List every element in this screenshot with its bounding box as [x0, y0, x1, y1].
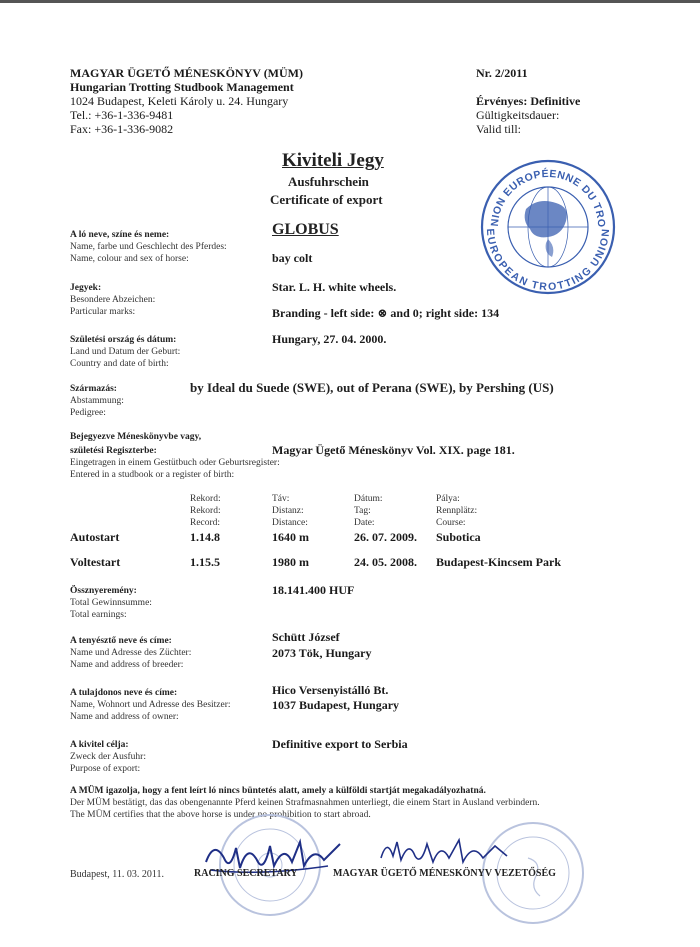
- horse-name: GLOBUS: [272, 221, 339, 238]
- valid-de: Gültigkeitsdauer:: [476, 108, 560, 122]
- title-hu: Kiviteli Jegy: [282, 150, 384, 171]
- etu-stamp: [478, 157, 618, 297]
- records-header-record: Rekord: Rekord: Record:: [190, 494, 221, 528]
- title-de: Ausfuhrschein: [288, 174, 369, 189]
- horse-label-de: Name, farbe und Geschlecht des Pferdes:: [70, 242, 227, 252]
- earnings-value: 18.141.400 HUF: [272, 583, 355, 597]
- pedigree-label-hu: Származás:: [70, 384, 117, 394]
- certificate-number: Nr. 2/2011: [476, 66, 528, 80]
- record-row-record: 1.15.5: [190, 555, 220, 569]
- owner-address: 1037 Budapest, Hungary: [272, 698, 400, 712]
- org-name-en: Hungarian Trotting Studbook Management: [70, 80, 294, 94]
- stamp-text-top: NION EUROPÉENNE DU TRO: [488, 167, 608, 228]
- statement-en: The MÜM certifies that the above horse is under no prohibition to start abroad.: [70, 810, 371, 820]
- purpose-value: Definitive export to Serbia: [272, 737, 408, 751]
- record-row-distance: 1980 m: [272, 555, 309, 569]
- pedigree-value: by Ideal du Suede (SWE), out of Perana (SWE), by Pershing (US): [190, 380, 554, 395]
- marks-value-1: Star. L. H. white wheels.: [272, 280, 397, 294]
- record-row-date: 24. 05. 2008.: [354, 555, 417, 569]
- pedigree-label-en: Pedigree:: [70, 408, 106, 418]
- record-row-distance: 1640 m: [272, 530, 309, 544]
- record-row-course: Subotica: [436, 530, 481, 544]
- register-value: Magyar Ügető Méneskönyv Vol. XIX. page 181.: [272, 443, 515, 457]
- pedigree-label-de: Abstammung:: [70, 396, 124, 406]
- record-row-type: Autostart: [70, 530, 120, 544]
- secretary-title: RACING SECRETARY: [194, 868, 298, 879]
- breeder-label-en: Name and address of breeder:: [70, 660, 184, 670]
- record-row-date: 26. 07. 2009.: [354, 530, 417, 544]
- breeder-label-hu: A tenyésztő neve és címe:: [70, 636, 172, 646]
- stamp-text-bottom: EUROPEAN TROTTING UNION: [483, 228, 613, 294]
- org-tel: Tel.: +36-1-336-9481: [70, 108, 174, 122]
- purpose-label-de: Zweck der Ausfuhr:: [70, 752, 146, 762]
- earnings-label-hu: Össznyeremény:: [70, 586, 137, 596]
- record-row-course: Budapest-Kincsem Park: [436, 555, 562, 569]
- breeder-address: 2073 Tök, Hungary: [272, 646, 372, 660]
- org-address: 1024 Budapest, Keleti Károly u. 24. Hungary: [70, 94, 289, 108]
- owner-label-hu: A tulajdonos neve és címe:: [70, 688, 178, 698]
- title-en: Certificate of export: [270, 192, 383, 207]
- record-row-type: Voltestart: [70, 555, 121, 569]
- register-label-hu2: születési Regiszterbe:: [70, 446, 157, 456]
- record-row-record: 1.14.8: [190, 530, 220, 544]
- marks-label-en: Particular marks:: [70, 307, 136, 317]
- horse-label-hu: A ló neve, színe és neme:: [70, 230, 170, 240]
- top-border-line: [0, 0, 700, 3]
- register-label-de: Eingetragen in einem Gestütbuch oder Geburtsregister:: [70, 458, 280, 468]
- marks-label-de: Besondere Abzeichen:: [70, 295, 156, 305]
- org-fax: Fax: +36-1-336-9082: [70, 122, 174, 136]
- breeder-label-de: Name und Adresse des Züchter:: [70, 648, 192, 658]
- owner-label-en: Name and address of owner:: [70, 712, 179, 722]
- birth-label-hu: Születési ország és dátum:: [70, 335, 177, 345]
- org-name-hu: MAGYAR ÜGETŐ MÉNESKÖNYV (MÜM): [70, 66, 303, 80]
- valid-hu: Érvényes: Definitive: [476, 94, 581, 108]
- marks-value-2: Branding - left side: ⊗ and 0; right side: 134: [272, 306, 500, 320]
- place-date: Budapest, 11. 03. 2011.: [70, 869, 164, 880]
- records-header-course: Pálya: Rennplätz: Course:: [436, 494, 478, 528]
- statement-hu: A MÜM igazolja, hogy a fent leírt ló nincs büntetés alatt, amely a külföldi startját megakadályozhatná.: [70, 786, 486, 796]
- earnings-label-en: Total earnings:: [70, 610, 127, 620]
- marks-label-hu: Jegyek:: [70, 283, 102, 293]
- birth-label-de: Land und Datum der Geburt:: [70, 347, 181, 357]
- horse-colour-sex: bay colt: [272, 251, 313, 265]
- board-title: MAGYAR ÜGETŐ MÉNESKÖNYV VEZETŐSÉG: [333, 868, 556, 879]
- purpose-label-hu: A kivitel célja:: [70, 740, 129, 750]
- owner-name: Hico Versenyistálló Bt.: [272, 683, 389, 697]
- owner-label-de: Name, Wohnort und Adresse des Besitzer:: [70, 700, 231, 710]
- earnings-label-de: Total Gewinnsumme:: [70, 598, 152, 608]
- statement-de: Der MÜM bestätigt, das das obengenannte Pferd keinen Strafmasnahmen unterliegt, die einem Start in Ausland verbindern.: [70, 798, 540, 808]
- purpose-label-en: Purpose of export:: [70, 764, 141, 774]
- breeder-name: Schütt József: [272, 630, 340, 644]
- records-header-date: Dátum: Tag: Date:: [354, 494, 383, 528]
- board-signature: [375, 832, 515, 872]
- records-header-distance: Táv: Distanz: Distance:: [272, 494, 308, 528]
- birth-label-en: Country and date of birth:: [70, 359, 169, 369]
- horse-label-en: Name, colour and sex of horse:: [70, 254, 189, 264]
- register-label-hu1: Bejegyezve Méneskönyvbe vagy,: [70, 432, 202, 442]
- valid-en: Valid till:: [476, 122, 521, 136]
- birth-value: Hungary, 27. 04. 2000.: [272, 332, 387, 346]
- register-label-en: Entered in a studbook or a register of birth:: [70, 470, 235, 480]
